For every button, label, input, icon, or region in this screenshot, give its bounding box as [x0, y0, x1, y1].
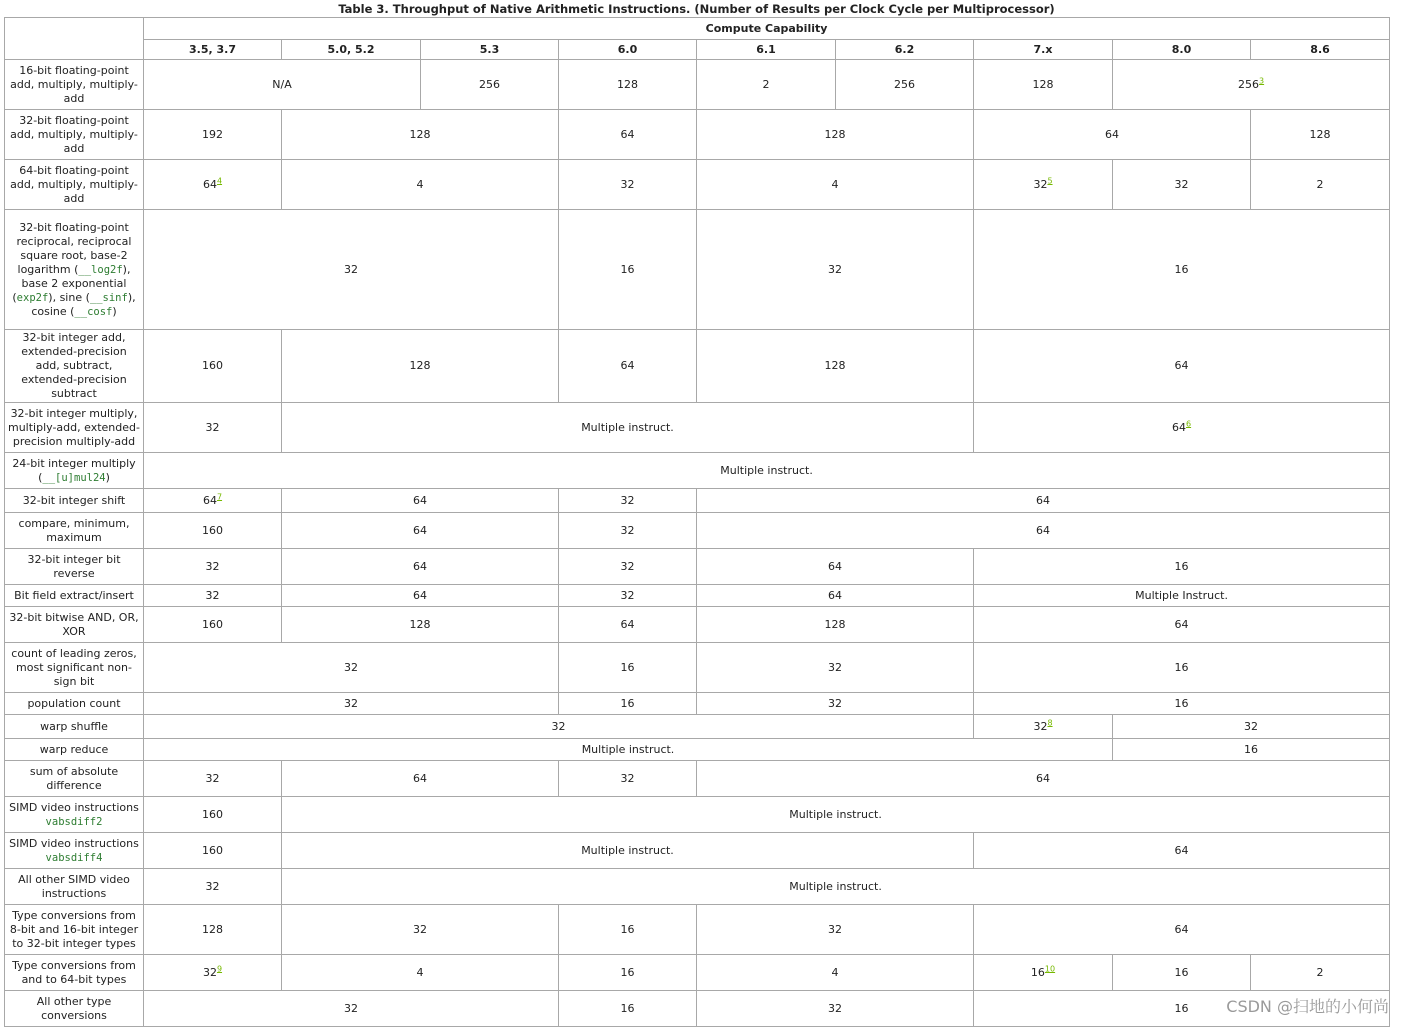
row-label-text: Type conversions from 8-bit and 16-bit integer to 32-bit integer types [9, 908, 139, 950]
throughput-cell [559, 607, 697, 643]
throughput-value: 32 [620, 523, 635, 537]
throughput-value: 16 [620, 922, 635, 936]
throughput-value: 16 [1174, 965, 1189, 979]
row-label-text: population count [27, 696, 121, 710]
throughput-value: 256 [479, 77, 500, 91]
throughput-cell [1113, 160, 1251, 210]
throughput-cell [421, 60, 559, 110]
throughput-cell [974, 330, 1390, 403]
throughput-cell [144, 761, 282, 797]
capability-header: 6.0 [559, 40, 697, 60]
row-label-text: count of leading zeros, most significant non-sign bit [11, 646, 137, 688]
throughput-value: 128 [409, 359, 431, 372]
throughput-value: 32 [205, 559, 220, 573]
row-label-text: Bit field extract/insert [14, 588, 134, 602]
throughput-cell [697, 905, 974, 955]
capability-header: 7.x [974, 40, 1113, 60]
row-label [5, 607, 144, 643]
row-label-text: SIMD video instructions [9, 836, 139, 850]
table-row [5, 513, 1390, 549]
row-label-text: All other type conversions [36, 994, 112, 1022]
throughput-cell [697, 210, 974, 330]
row-label [5, 833, 144, 869]
table-row [5, 210, 1390, 330]
throughput-cell [144, 210, 559, 330]
throughput-value: Multiple instruct. [789, 879, 882, 893]
row-label-text: ) [105, 470, 110, 484]
function-code: __[u]mul24 [42, 471, 106, 484]
row-label-text: warp shuffle [40, 719, 108, 733]
throughput-cell [282, 585, 559, 607]
throughput-cell [144, 403, 282, 453]
throughput-cell [559, 991, 697, 1027]
row-label [5, 513, 144, 549]
throughput-cell [974, 403, 1390, 453]
row-label [5, 60, 144, 110]
footnote-link[interactable]: 5 [1047, 175, 1053, 185]
throughput-cell [282, 549, 559, 585]
table-row [5, 330, 1390, 403]
throughput-value: 32 [828, 696, 842, 710]
table-row [5, 110, 1390, 160]
throughput-cell [697, 160, 974, 210]
throughput-value: 256 [894, 77, 915, 91]
throughput-cell [282, 330, 559, 403]
throughput-cell [836, 60, 974, 110]
throughput-value: Multiple instruct. [789, 807, 882, 821]
throughput-cell [697, 955, 974, 991]
throughput-cell [144, 739, 1113, 761]
row-label [5, 403, 144, 453]
throughput-cell [282, 905, 559, 955]
row-label-text: 32-bit floating-point reciprocal, reciprocal square root, base-2 logarithm ( [16, 220, 132, 276]
throughput-value: 128 [824, 617, 846, 631]
throughput-value: 160 [202, 807, 223, 821]
throughput-value: 64 [620, 359, 635, 372]
throughput-value: 128 [617, 77, 638, 91]
watermark: CSDN @扫地的小何尚 [1226, 997, 1389, 1016]
row-label-text: 16-bit floating-point add, multiply, multiply-add [10, 63, 138, 105]
throughput-cell [144, 330, 282, 403]
throughput-value: 32 [344, 660, 358, 674]
table-row [5, 739, 1390, 761]
throughput-cell [697, 513, 1390, 549]
row-label-text: 32-bit integer shift [22, 493, 126, 507]
throughput-value: 64 [202, 177, 217, 191]
throughput-cell [282, 797, 1390, 833]
throughput-cell [974, 110, 1251, 160]
row-label [5, 585, 144, 607]
throughput-cell [697, 330, 974, 403]
throughput-cell [144, 60, 421, 110]
throughput-cell [144, 549, 282, 585]
row-label [5, 761, 144, 797]
corner-cell [5, 18, 144, 60]
throughput-value: 160 [202, 359, 223, 372]
throughput-cell [282, 489, 559, 513]
row-label-text: 24-bit integer multiply ( [12, 456, 136, 484]
throughput-cell [974, 607, 1390, 643]
footnote-link[interactable]: 3 [1259, 75, 1265, 85]
throughput-cell [144, 693, 559, 715]
throughput-cell [144, 453, 1390, 489]
throughput-value: 2 [1316, 965, 1324, 979]
throughput-cell [282, 955, 559, 991]
row-label-text: ), base 2 exponential ( [12, 262, 131, 304]
throughput-cell [144, 905, 282, 955]
throughput-cell [697, 643, 974, 693]
throughput-cell [1113, 739, 1390, 761]
throughput-cell [974, 693, 1390, 715]
function-code: __cosf [74, 305, 113, 318]
row-label [5, 489, 144, 513]
throughput-cell [144, 715, 974, 739]
throughput-cell [144, 833, 282, 869]
throughput-cell [282, 403, 974, 453]
compute-capability-header: Compute Capability [144, 18, 1390, 40]
throughput-value: 128 [1309, 127, 1331, 141]
throughput-cell [559, 549, 697, 585]
throughput-cell [974, 833, 1390, 869]
throughput-cell [559, 513, 697, 549]
table-caption: Table 3. Throughput of Native Arithmetic Instructions. (Number of Results per Clock Cycle per Multiprocessor) [338, 2, 1055, 16]
throughput-value: Multiple instruct. [581, 742, 675, 756]
row-label-text: 32-bit bitwise AND, OR, XOR [9, 610, 139, 638]
throughput-cell [974, 160, 1113, 210]
throughput-value: 16 [1174, 696, 1189, 710]
footnote-link[interactable]: 8 [1047, 717, 1053, 727]
throughput-table [4, 17, 1390, 1027]
capability-header: 8.0 [1113, 40, 1251, 60]
throughput-value: 32 [344, 1001, 358, 1015]
header-row-group [5, 18, 1390, 40]
throughput-cell [1113, 715, 1390, 739]
throughput-value: 192 [202, 127, 223, 141]
row-label [5, 549, 144, 585]
table-row [5, 905, 1390, 955]
throughput-value: 128 [824, 359, 846, 372]
row-label-text: 32-bit integer add, extended-precision add, subtract, extended-precision subtract [21, 331, 127, 400]
throughput-value: 2 [762, 77, 770, 91]
row-label [5, 110, 144, 160]
throughput-value: 16 [1174, 559, 1189, 573]
throughput-value: 128 [1032, 77, 1054, 91]
throughput-value: 32 [1033, 177, 1048, 191]
footnote-link[interactable]: 9 [216, 963, 223, 973]
throughput-value: 32 [620, 771, 635, 785]
table-row [5, 453, 1390, 489]
throughput-value: 32 [205, 588, 220, 602]
throughput-value: 32 [620, 588, 635, 602]
row-label-text: All other SIMD video instructions [18, 872, 130, 900]
throughput-value: 128 [824, 127, 846, 141]
throughput-cell [559, 761, 697, 797]
throughput-value: 160 [202, 617, 223, 631]
throughput-value: 16 [620, 696, 635, 710]
throughput-value: 32 [413, 922, 427, 936]
throughput-cell [559, 643, 697, 693]
function-code: __sinf [89, 291, 128, 304]
capability-header: 5.0, 5.2 [282, 40, 421, 60]
row-label-text: ), sine ( [48, 290, 90, 304]
throughput-value: 32 [551, 719, 566, 733]
throughput-cell [282, 513, 559, 549]
throughput-cell [1251, 160, 1390, 210]
table-row [5, 403, 1390, 453]
throughput-cell [282, 833, 974, 869]
throughput-value: 32 [205, 420, 220, 434]
throughput-cell [144, 643, 559, 693]
throughput-value: 32 [205, 771, 220, 785]
throughput-cell [1113, 60, 1390, 110]
table-row [5, 549, 1390, 585]
throughput-value: 32 [344, 696, 358, 710]
capability-header: 6.1 [697, 40, 836, 60]
throughput-cell [974, 60, 1113, 110]
throughput-value: 16 [1030, 965, 1045, 979]
throughput-value: 16 [1174, 1001, 1189, 1015]
throughput-value: 128 [409, 617, 431, 631]
table-body [5, 60, 1390, 1027]
throughput-value: 64 [1036, 493, 1051, 507]
throughput-value: 4 [831, 965, 839, 979]
throughput-cell [282, 110, 559, 160]
throughput-cell [282, 761, 559, 797]
throughput-cell [1251, 110, 1390, 160]
throughput-cell [282, 607, 559, 643]
function-code: __log2f [78, 263, 123, 276]
table-row [5, 797, 1390, 833]
capability-header: 6.2 [836, 40, 974, 60]
row-label [5, 991, 144, 1027]
function-code: exp2f [16, 291, 49, 304]
throughput-cell [559, 693, 697, 715]
row-label-text: SIMD video instructions [9, 800, 139, 814]
throughput-cell [697, 607, 974, 643]
function-code: vabsdiff4 [45, 851, 103, 864]
throughput-value: 16 [620, 965, 635, 979]
throughput-cell [559, 60, 697, 110]
throughput-cell [697, 585, 974, 607]
row-label [5, 869, 144, 905]
throughput-value: 32 [1244, 719, 1259, 733]
throughput-value: 64 [413, 523, 427, 537]
throughput-cell [974, 715, 1113, 739]
table-row [5, 833, 1390, 869]
throughput-value: 64 [202, 493, 217, 507]
throughput-cell [1251, 955, 1390, 991]
table-row [5, 955, 1390, 991]
throughput-value: 32 [202, 965, 217, 979]
row-label [5, 160, 144, 210]
throughput-cell [144, 869, 282, 905]
throughput-value: 16 [620, 262, 635, 276]
throughput-cell [282, 160, 559, 210]
throughput-value: 16 [1174, 660, 1189, 674]
throughput-value: 64 [620, 127, 635, 141]
table-row [5, 761, 1390, 797]
throughput-cell [1113, 955, 1251, 991]
throughput-value: 16 [620, 660, 635, 674]
row-label-text: 32-bit integer bit reverse [27, 552, 121, 580]
table-row [5, 60, 1390, 110]
throughput-value: 32 [828, 262, 842, 276]
table-row [5, 160, 1390, 210]
throughput-value: 4 [416, 965, 424, 979]
throughput-cell [974, 955, 1113, 991]
row-label-text: ), cosine ( [31, 290, 136, 318]
row-label-text: 32-bit integer multiply, multiply-add, extended-precision multiply-add [8, 406, 140, 448]
table-row [5, 869, 1390, 905]
throughput-cell [974, 905, 1390, 955]
throughput-cell [144, 585, 282, 607]
throughput-value: 32 [1174, 177, 1189, 191]
throughput-value: 32 [828, 660, 842, 674]
row-label-text: compare, minimum, maximum [18, 516, 130, 544]
table-row [5, 585, 1390, 607]
throughput-value: 64 [1174, 843, 1189, 857]
row-label-text: 64-bit floating-point add, multiply, multiply-add [10, 163, 138, 205]
capability-header: 3.5, 3.7 [144, 40, 282, 60]
row-label [5, 905, 144, 955]
row-label [5, 453, 144, 489]
capability-header: 8.6 [1251, 40, 1390, 60]
throughput-cell [697, 489, 1390, 513]
throughput-cell [144, 991, 559, 1027]
throughput-value: 64 [828, 588, 842, 602]
throughput-cell [974, 643, 1390, 693]
throughput-cell [559, 489, 697, 513]
row-label-text: warp reduce [39, 742, 109, 756]
throughput-value: 256 [1238, 77, 1259, 91]
throughput-cell [697, 761, 1390, 797]
throughput-value: Multiple instruct. [581, 420, 674, 434]
throughput-cell [144, 797, 282, 833]
throughput-value: 32 [828, 1001, 842, 1015]
throughput-value: 64 [1174, 359, 1189, 372]
row-label [5, 330, 144, 403]
row-label [5, 210, 144, 330]
throughput-value: 32 [1033, 719, 1048, 733]
throughput-cell [282, 869, 1390, 905]
throughput-cell [697, 549, 974, 585]
footnote-link[interactable]: 6 [1186, 418, 1192, 428]
throughput-value: 2 [1316, 177, 1324, 191]
throughput-cell [974, 210, 1390, 330]
throughput-value: 64 [1036, 523, 1051, 537]
throughput-cell [144, 513, 282, 549]
throughput-cell [697, 693, 974, 715]
row-label-text: Type conversions from and to 64-bit types [12, 958, 136, 986]
throughput-cell [559, 330, 697, 403]
throughput-value: Multiple instruct. [720, 463, 813, 477]
throughput-cell [974, 585, 1390, 607]
throughput-value: 64 [828, 559, 842, 573]
throughput-value: 64 [413, 493, 427, 507]
throughput-cell [559, 585, 697, 607]
throughput-value: 32 [620, 493, 635, 507]
throughput-cell [559, 955, 697, 991]
capability-header: 5.3 [421, 40, 559, 60]
throughput-value: 16 [1244, 742, 1259, 756]
throughput-value: 160 [202, 523, 223, 537]
footnote-link[interactable]: 10 [1044, 963, 1056, 973]
throughput-value: N/A [272, 77, 292, 91]
row-label [5, 643, 144, 693]
throughput-value: 32 [205, 879, 220, 893]
table-row [5, 991, 1390, 1027]
row-label-text: ) [112, 304, 117, 318]
throughput-value: Multiple Instruct. [1135, 588, 1228, 602]
throughput-cell [697, 110, 974, 160]
row-label [5, 693, 144, 715]
table-row [5, 607, 1390, 643]
row-label-text: sum of absolute difference [29, 764, 119, 792]
header-row-capabilities [5, 40, 1390, 60]
throughput-value: 4 [831, 177, 839, 191]
table-row [5, 489, 1390, 513]
throughput-value: 32 [828, 922, 842, 936]
throughput-cell [144, 607, 282, 643]
throughput-value: 32 [344, 262, 358, 276]
throughput-cell [697, 60, 836, 110]
throughput-value: 64 [1174, 617, 1189, 631]
throughput-value: Multiple instruct. [581, 843, 674, 857]
throughput-cell [144, 955, 282, 991]
throughput-value: 160 [202, 843, 223, 857]
throughput-cell [697, 991, 974, 1027]
table-row [5, 715, 1390, 739]
throughput-cell [144, 110, 282, 160]
table-row [5, 643, 1390, 693]
throughput-value: 4 [416, 177, 424, 191]
throughput-value: 64 [413, 588, 427, 602]
row-label-text: 32-bit floating-point add, multiply, multiply-add [10, 113, 138, 155]
throughput-cell [144, 160, 282, 210]
throughput-cell [559, 160, 697, 210]
throughput-value: 64 [1174, 922, 1189, 936]
footnote-link[interactable]: 7 [216, 491, 223, 501]
throughput-value: 128 [202, 922, 223, 936]
throughput-cell [559, 210, 697, 330]
throughput-cell [559, 905, 697, 955]
row-label [5, 715, 144, 739]
throughput-value: 16 [620, 1001, 635, 1015]
row-label [5, 739, 144, 761]
throughput-value: 16 [1174, 262, 1189, 276]
throughput-value: 32 [620, 177, 635, 191]
throughput-value: 64 [1105, 127, 1119, 141]
throughput-cell [559, 110, 697, 160]
throughput-value: 64 [620, 617, 635, 631]
throughput-value: 64 [413, 559, 427, 573]
function-code: vabsdiff2 [45, 815, 103, 828]
table-row [5, 693, 1390, 715]
row-label [5, 955, 144, 991]
throughput-value: 64 [1172, 420, 1186, 434]
throughput-value: 32 [620, 559, 635, 573]
throughput-value: 64 [413, 771, 427, 785]
row-label [5, 797, 144, 833]
throughput-value: 128 [409, 127, 431, 141]
throughput-cell [974, 549, 1390, 585]
throughput-cell [144, 489, 282, 513]
footnote-link[interactable]: 4 [216, 175, 223, 185]
throughput-value: 64 [1036, 771, 1051, 785]
